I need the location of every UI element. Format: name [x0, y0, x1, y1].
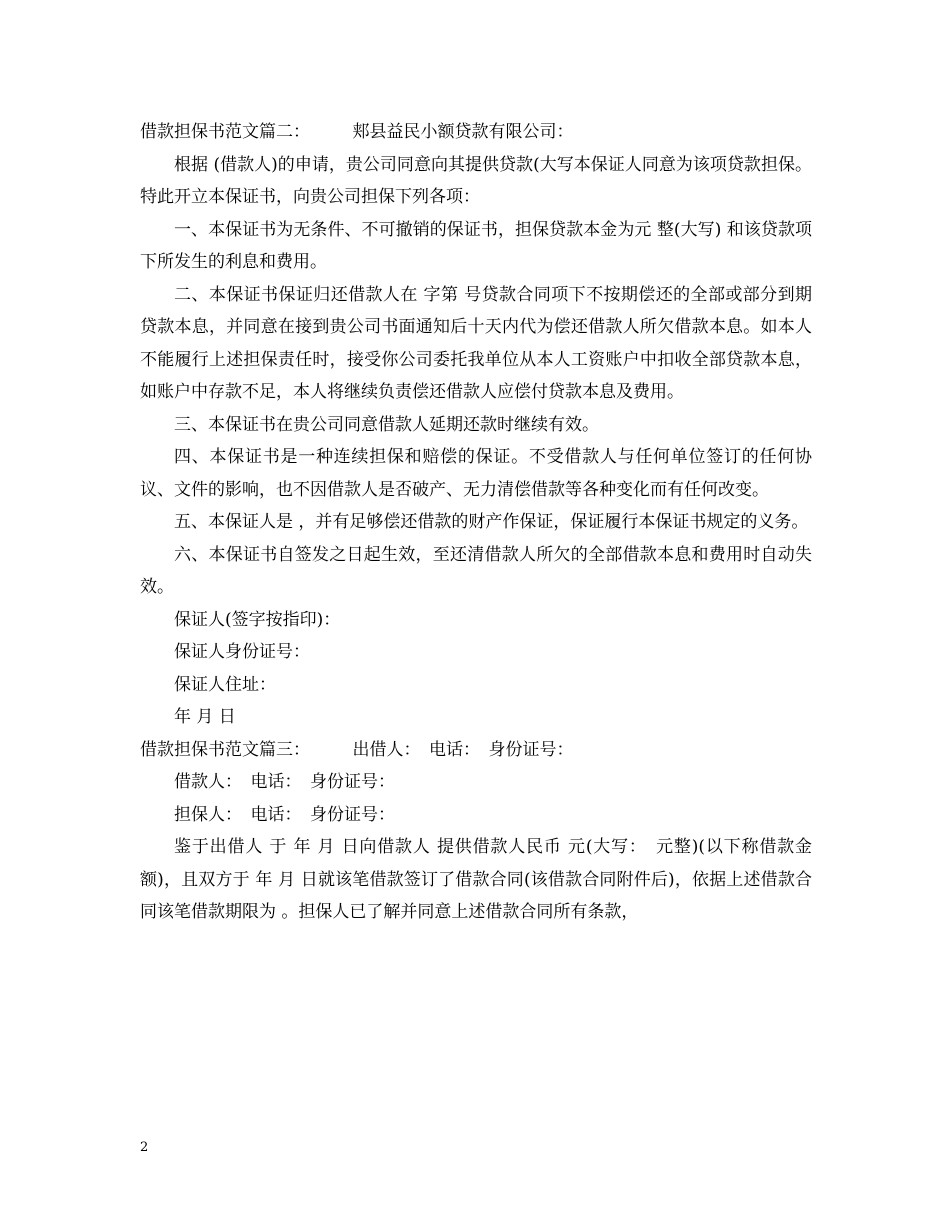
document-body: [140, 116, 812, 929]
paragraph-heading-part3: 借款担保书范文篇三： 出借人： 电话： 身份证号：: [140, 739, 574, 760]
signature-line-date: 年 月 日: [174, 707, 236, 727]
paragraph: 根据 (借款人)的申请，贵公司同意向其提供贷款(大写本保证人同意为该项贷款担保。特此开立本保证书，向贵公司担保下列各项：: [140, 154, 812, 207]
paragraph: 四、本保证书是一种连续担保和赔偿的保证。不受借款人与任何单位签订的任何协议、文件的影响，也不因借款人是否破产、无力清偿借款等各种变化而有任何改变。: [140, 447, 812, 500]
signature-line-id-number: 保证人身份证号：: [174, 642, 310, 662]
paragraph: 二、本保证书保证归还借款人在 字第 号贷款合同项下不按期偿还的全部或部分到期贷款本息，并同意在接到贵公司书面通知后十天内代为偿还借款人所欠借款本息。如本人不能履行上述担保责任时，接受你公司委托我单位从本人工资账户中扣收全部贷款本息，如账户中存款不足，本人将继续负责偿还借款人应偿付贷款本息及费用。: [140, 284, 812, 402]
signature-line-guarantor: 保证人(签字按指印)：: [174, 609, 341, 630]
paragraph: 鉴于出借人 于 年 月 日向借款人 提供借款人民币 元(大写： 元整)(以下称借款金额)，且双方于 年 月 日就该笔借款签订了借款合同(该借款合同附件后)，依据上述借款合同该笔借款期限为 。担保人已了解并同意上述借款合同所有条款，: [140, 837, 812, 922]
page-number: 2: [140, 1140, 149, 1155]
paragraph: 一、本保证书为无条件、不可撤销的保证书，担保贷款本金为元 整(大写) 和该贷款项下所发生的利息和费用。: [140, 219, 812, 272]
paragraph: 三、本保证书在贵公司同意借款人延期还款时继续有效。: [174, 414, 599, 435]
signature-line-address: 保证人住址：: [174, 674, 276, 695]
party-line-borrower: 借款人： 电话： 身份证号：: [174, 772, 395, 792]
paragraph: 六、本保证书自签发之日起生效，至还清借款人所欠的全部借款本息和费用时自动失效。: [140, 544, 812, 597]
paragraph-heading-part2: 借款担保书范文篇二： 郏县益民小额贷款有限公司：: [140, 122, 574, 142]
paragraph: 五、本保证人是 ，并有足够偿还借款的财产作保证，保证履行本保证书规定的义务。: [174, 512, 809, 532]
party-line-guarantor: 担保人： 电话： 身份证号：: [174, 804, 395, 825]
